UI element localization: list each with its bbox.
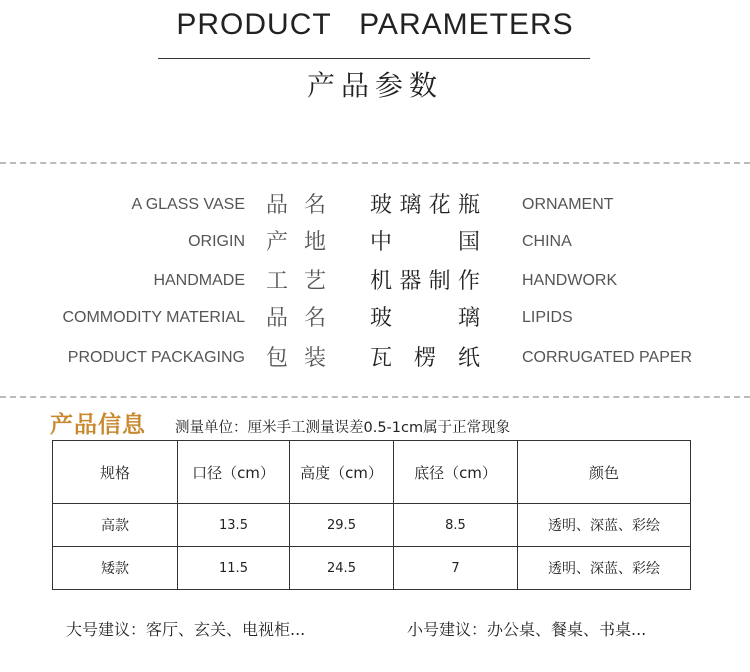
param-label-char: 产 [266,230,289,255]
table-cell: 高款 [53,504,178,547]
table-cell: 11.5 [178,547,290,590]
param-value-en: LIPIDS [522,309,573,326]
param-value-char: 国 [457,230,480,255]
param-label-cn [266,341,326,372]
param-label-char: 包 [266,346,289,371]
param-value [370,264,480,295]
param-label-en: ORIGIN [188,233,245,250]
column-header: 高度（cm） [290,441,394,504]
large-size-suggestion: 大号建议：客厅、玄关、电视柜... [66,620,306,639]
table-cell: 29.5 [290,504,394,547]
param-value-char: 制 [428,269,451,294]
param-value-char: 瓶 [457,193,480,218]
param-value-char: 器 [399,269,422,294]
param-label-cn [266,301,326,332]
table-cell: 8.5 [394,504,518,547]
title-divider [158,58,590,59]
param-value-char: 玻 [370,193,393,218]
param-label-en: COMMODITY MATERIAL [62,309,245,326]
table-cell: 24.5 [290,547,394,590]
param-value-char: 玻 [370,306,393,331]
param-value-char: 瓦 [370,346,393,371]
table-row [53,504,691,547]
column-header: 底径（cm） [394,441,518,504]
param-value-char: 花 [428,193,451,218]
param-row-packaging [0,341,750,373]
param-row-origin [0,225,750,257]
column-header: 规格 [53,441,178,504]
param-label-en: A GLASS VASE [131,196,245,213]
product-info-heading: 产品信息 [50,412,146,438]
table-header-row [53,441,691,504]
param-label-char: 工 [266,269,289,294]
param-label-char: 品 [266,306,289,331]
param-label-char: 品 [266,193,289,218]
table-cell: 13.5 [178,504,290,547]
param-label-char: 艺 [303,269,326,294]
table-cell: 透明、深蓝、彩绘 [518,547,691,590]
param-value-char: 璃 [399,193,422,218]
param-value [370,301,480,332]
param-value-en: HANDWORK [522,272,618,289]
param-value-char: 中 [370,230,393,255]
param-value-en: CORRUGATED PAPER [522,349,693,366]
param-value-char: 纸 [457,346,480,371]
param-value-char: 作 [457,269,480,294]
param-row-name [0,188,750,220]
measurement-note: 测量单位：厘米手工测量误差0.5-1cm属于正常现象 [175,420,511,436]
param-label-char: 装 [303,346,326,371]
param-value [370,188,480,219]
page-title-english: PRODUCT PARAMETERS [176,8,574,41]
param-label-cn [266,225,326,256]
column-header: 颜色 [518,441,691,504]
param-value [370,225,480,256]
param-label-en: HANDMADE [153,272,245,289]
param-label-char: 名 [303,306,326,331]
param-row-craft [0,264,750,296]
dashed-divider-bottom [0,396,750,398]
param-label-char: 名 [303,193,326,218]
param-label-en: PRODUCT PACKAGING [67,349,245,366]
page-title-chinese: 产品参数 [306,69,443,102]
param-value-char: 楞 [413,346,436,371]
param-value-char: 璃 [457,306,480,331]
param-value-char: 机 [370,269,393,294]
param-value-en: ORNAMENT [522,196,614,213]
table-cell: 矮款 [53,547,178,590]
small-size-suggestion: 小号建议：办公桌、餐桌、书桌... [407,620,647,639]
table-cell: 透明、深蓝、彩绘 [518,504,691,547]
column-header: 口径（cm） [178,441,290,504]
dashed-divider-top [0,162,750,164]
param-value-en: CHINA [522,233,572,250]
table-row [53,547,691,590]
param-label-cn [266,188,326,219]
spec-table [52,440,691,590]
param-label-cn [266,264,326,295]
param-row-material [0,301,750,333]
table-cell: 7 [394,547,518,590]
param-label-char: 地 [303,230,326,255]
param-value [370,341,480,372]
